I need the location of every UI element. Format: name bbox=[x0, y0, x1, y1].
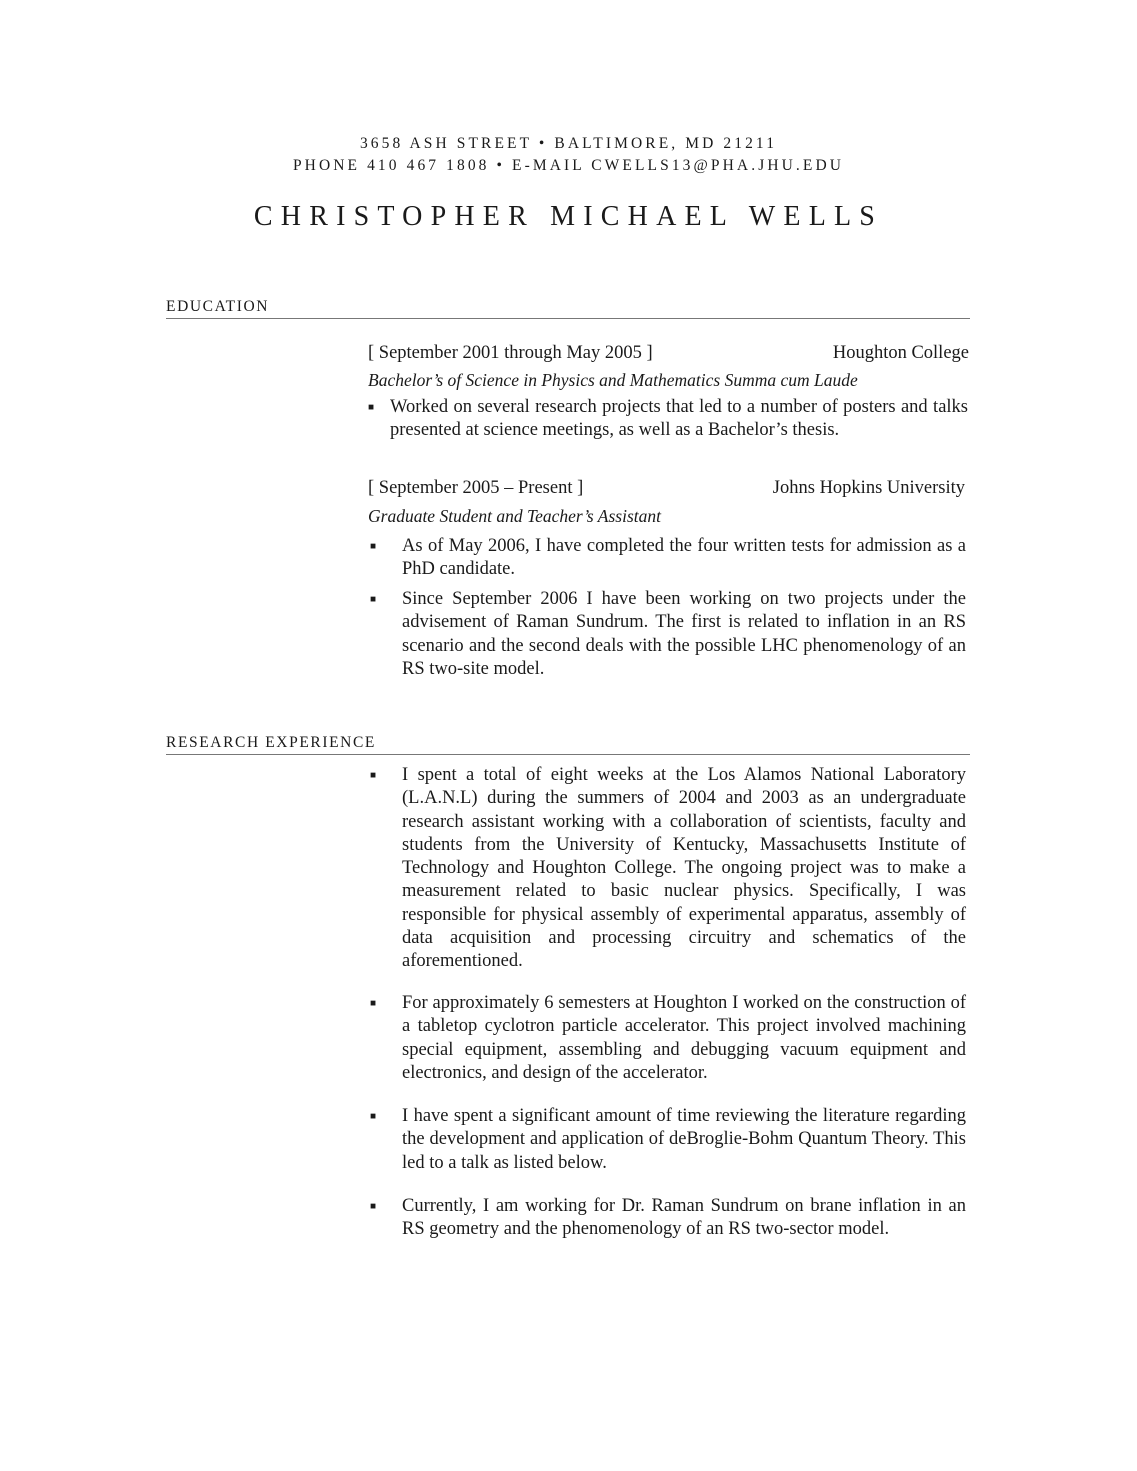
square-bullet-icon: ■ bbox=[370, 594, 377, 605]
research-bullet-2 bbox=[368, 992, 966, 1085]
education-entry-2-bullet-1 bbox=[368, 535, 966, 582]
education-entry-2-degree: Graduate Student and Teacher’s Assistant bbox=[368, 506, 661, 526]
square-bullet-icon: ■ bbox=[370, 1111, 377, 1122]
square-bullet-icon: ■ bbox=[370, 998, 377, 1009]
education-entry-2-dates: [ September 2005 – Present ] bbox=[368, 478, 584, 498]
bullet-text: Since September 2006 I have been working on two projects under the advisement of Raman Sundrum. The first is related to inflation in an RS scenario and the second deals with the possible LHC phenomenology of an RS two-site model. bbox=[402, 589, 966, 679]
research-bullet-4 bbox=[368, 1195, 966, 1242]
research-bullet-3 bbox=[368, 1105, 966, 1175]
bullet-text: For approximately 6 semesters at Houghton I worked on the construction of a tabletop cyclotron particle accelerator. This project involved machining special equipment, assembling and debugging vacuum equipment and electronics, and design of the accelerator. bbox=[402, 993, 966, 1083]
phone-email: PHONE 410 467 1808 • E-MAIL CWELLS13@PHA.JHU.EDU bbox=[292, 157, 845, 174]
candidate-name: CHRISTOPHER MICHAEL WELLS bbox=[253, 201, 884, 232]
research-bullet-1 bbox=[368, 764, 966, 974]
education-entry-1-dates: [ September 2001 through May 2005 ] bbox=[368, 343, 653, 363]
bullet-text: I spent a total of eight weeks at the Los Alamos National Laboratory (L.A.N.L) during the summers of 2004 and 2003 as an undergraduate research assistant working with a collaboration of scientists, faculty and students from the University of Kentucky, Massachusetts Institute of Technology and Houghton College. The ongoing project was to make a measurement related to basic nuclear physics. Specifically, I was responsible for physical assembly of experimental apparatus, assembly of data acquisition and processing circuitry and schematics of the aforementioned. bbox=[402, 765, 966, 972]
bullet-text: Currently, I am working for Dr. Raman Sundrum on brane inflation in an RS geometry and the phenomenology of an RS two-sector model. bbox=[402, 1196, 966, 1240]
education-entry-2-institution: Johns Hopkins University bbox=[772, 478, 965, 498]
square-bullet-icon: ■ bbox=[370, 541, 377, 552]
education-entry-1-bullet-1 bbox=[368, 396, 968, 443]
education-heading: EDUCATION bbox=[166, 298, 970, 319]
education-entry-1-institution: Houghton College bbox=[832, 343, 969, 363]
square-bullet-icon: ■ bbox=[370, 1201, 377, 1212]
education-entry-2-bullet-2 bbox=[368, 588, 966, 681]
education-entry-1-degree: Bachelor’s of Science in Physics and Mathematics Summa cum Laude bbox=[368, 370, 858, 390]
bullet-text: As of May 2006, I have completed the four written tests for admission as a PhD candidate. bbox=[402, 536, 966, 580]
bullet-text: Worked on several research projects that led to a number of posters and talks presented at science meetings, as well as a Bachelor’s thesis. bbox=[390, 397, 968, 441]
square-bullet-icon: ■ bbox=[368, 402, 375, 413]
research-heading: RESEARCH EXPERIENCE bbox=[166, 734, 970, 755]
bullet-text: I have spent a significant amount of time reviewing the literature regarding the development and application of deBroglie-Bohm Quantum Theory. This led to a talk as listed below. bbox=[402, 1106, 966, 1173]
address: 3658 ASH STREET • BALTIMORE, MD 21211 bbox=[359, 135, 778, 152]
contact-block bbox=[0, 133, 1137, 177]
square-bullet-icon: ■ bbox=[370, 770, 377, 781]
